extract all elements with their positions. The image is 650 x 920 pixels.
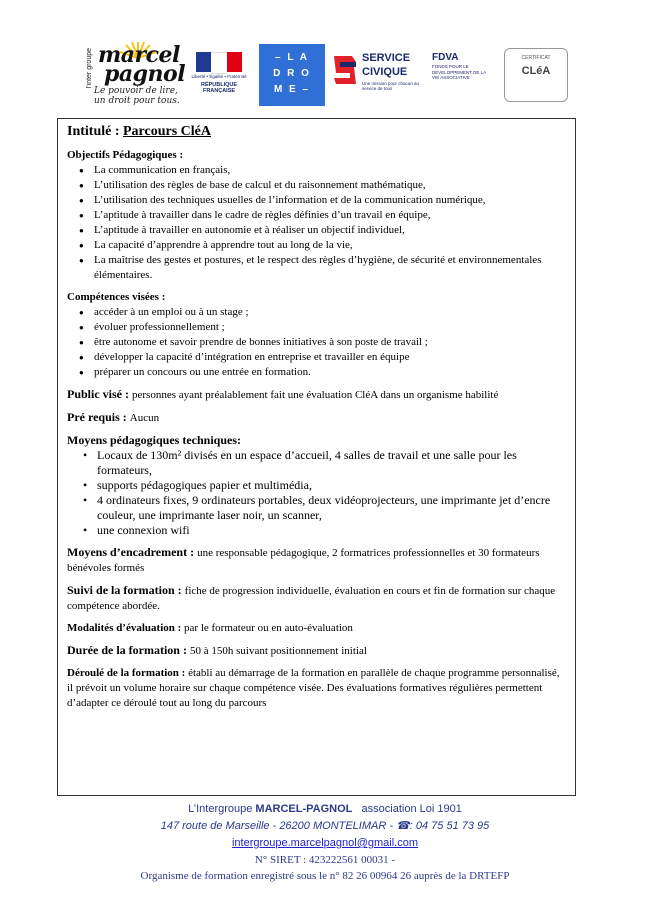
footer-org-name: MARCEL-PAGNOL	[255, 803, 353, 815]
suivi-value: fiche de progression individuelle, évaluation en cours et fin de formation sur chaque compétence abordée.	[67, 585, 556, 612]
list-item: ● L’aptitude à travailler en autonomie et à réaliser un objectif individuel,	[67, 223, 567, 238]
prerequis-section	[67, 410, 567, 426]
logo-tagline-line2: un droit pour tous.	[94, 96, 180, 106]
service-civique-tagline: Une mission pour chacun au service de tous	[362, 81, 420, 91]
public-vise-section	[67, 387, 567, 403]
marianne-flag-icon	[196, 52, 242, 72]
list-item: ● L’aptitude à travailler dans le cadre de règles définies d’un travail en équipe,	[67, 208, 567, 223]
marcel-pagnol-logo	[84, 38, 186, 110]
footer-registration: Organisme de formation enregistré sous le n° 82 26 00964 26 auprès de la DRTEFP	[140, 870, 510, 882]
footer-address: 147 route de Marseille - 26200 MONTELIMAR - ☎: 04 75 51 73 95	[160, 820, 490, 832]
list-item: ● développer la capacité d’intégration en entreprise et travailler en équipe	[67, 350, 567, 365]
prerequis-label: Pré requis :	[67, 410, 130, 424]
duree-label: Durée de la formation :	[67, 643, 190, 657]
encadrement-label: Moyens d’encadrement :	[67, 545, 198, 559]
page-footer	[0, 801, 650, 884]
encadrement-section	[67, 545, 567, 576]
public-vise-label: Public visé :	[67, 387, 132, 401]
republique-name: RÉPUBLIQUE FRANÇAISE	[200, 82, 238, 94]
title-value: Parcours CléA	[123, 124, 211, 139]
service-civique-s-icon	[332, 52, 358, 88]
fdva-logo	[432, 52, 494, 96]
list-item: • Locaux de 130m² divisés en un espace d’accueil, 4 salles de travail et une salle pour les formateurs,	[67, 448, 567, 478]
moyens-techniques-list	[67, 448, 567, 538]
deroule-value: établi au démarrage de la formation en parallèle de chaque programme personnalisé, il prévoit un volume horaire sur chaque compétence visée. Des évaluations formatives régulières permettent d’adapter ce déroulé tout au long du parcours	[67, 667, 560, 709]
partner-logos	[84, 38, 572, 110]
modalites-section	[67, 621, 567, 636]
clea-certificat-logo	[504, 48, 568, 102]
fdva-subtitle: FONDS POUR LE DÉVELOPPEMENT DE LA VIE ASSOCIATIVE	[432, 64, 486, 80]
duree-value: 50 à 150h suivant positionnement initial	[189, 645, 367, 657]
duree-section	[67, 643, 567, 659]
list-item: ● L’utilisation des règles de base de calcul et du raisonnement mathématique,	[67, 178, 567, 193]
footer-org-suffix: association Loi 1901	[352, 803, 462, 815]
competences-section	[67, 290, 567, 380]
la-drome-logo	[259, 44, 325, 106]
objectifs-heading: Objectifs Pédagogiques :	[67, 149, 184, 161]
list-item: ● L’utilisation des techniques usuelles de l’information et de la communication numérique,	[67, 193, 567, 208]
suivi-section	[67, 583, 567, 614]
footer-org-line	[0, 801, 650, 818]
encadrement-value: une responsable pédagogique, 2 formatrices professionnelles et 30 formateurs bénévoles formés	[67, 547, 540, 574]
logo-tagline	[94, 86, 180, 106]
list-item: ● être autonome et savoir prendre de bonnes initiatives à son poste de travail ;	[67, 335, 567, 350]
prerequis-value: Aucun	[129, 412, 160, 424]
list-item: • 4 ordinateurs fixes, 9 ordinateurs portables, deux vidéoprojecteurs, une imprimante jet d’encre couleur, une imprimante laser noir, un scanner,	[67, 493, 567, 523]
drome-line3: M E –	[273, 84, 311, 95]
list-item: ● La capacité d’apprendre à apprendre tout au long de la vie,	[67, 238, 567, 253]
suivi-label: Suivi de la formation :	[67, 583, 185, 597]
logo-tagline-line1: Le pouvoir de lire,	[94, 86, 178, 96]
moyens-techniques-heading: Moyens pédagogiques techniques:	[67, 433, 242, 447]
logo-word-marcel: marcel	[98, 42, 180, 68]
clea-name: CLéA	[521, 65, 551, 77]
objectifs-list	[67, 163, 567, 283]
competences-heading: Compétences visées :	[67, 291, 166, 303]
logo-word-pagnol: pagnol	[104, 61, 186, 87]
objectifs-section	[67, 148, 567, 283]
list-item: ● évoluer professionnellement ;	[67, 320, 567, 335]
deroule-section	[67, 666, 567, 711]
competences-list	[67, 305, 567, 380]
republique-francaise-logo	[188, 52, 250, 98]
list-item: ● La maîtrise des gestes et postures, et le respect des règles d’hygiène, de sécurité et environnementales élémentaires.	[67, 253, 567, 283]
program-sheet-frame	[57, 118, 576, 796]
footer-siret: N° SIRET : 423222561 00031 -	[254, 854, 396, 866]
drome-line1: – L A	[275, 52, 309, 63]
footer-org-prefix: L’Intergroupe	[188, 803, 256, 815]
moyens-techniques-section	[67, 433, 567, 538]
clea-top-text: CERTIFICAT	[521, 55, 551, 61]
service-civique-line1: SERVICE	[362, 52, 411, 64]
program-sheet-content	[67, 123, 567, 718]
republique-motto: Liberté • Égalité • Fraternité	[191, 74, 247, 79]
service-civique-line2: CIVIQUE	[362, 66, 408, 78]
list-item: ● La communication en français,	[67, 163, 567, 178]
logo-side-text: l'inter groupe	[86, 48, 93, 89]
service-civique-logo	[332, 50, 422, 106]
drome-line2: D R O	[273, 68, 311, 79]
list-item: ● accéder à un emploi ou à un stage ;	[67, 305, 567, 320]
modalites-value: par le formateur ou en auto-évaluation	[184, 622, 353, 634]
title-label: Intitulé :	[67, 124, 123, 139]
deroule-label: Déroulé de la formation :	[67, 667, 189, 679]
public-vise-value: personnes ayant préalablement fait une évaluation CléA dans un organisme habilité	[132, 389, 499, 401]
page-title	[67, 123, 567, 141]
modalites-label: Modalités d’évaluation :	[67, 622, 185, 634]
list-item: • supports pédagogiques papier et multimédia,	[67, 478, 567, 493]
list-item: ● préparer un concours ou une entrée en formation.	[67, 365, 567, 380]
list-item: • une connexion wifi	[67, 523, 567, 538]
footer-email-link[interactable]: intergroupe.marcelpagnol@gmail.com	[231, 837, 419, 849]
fdva-name: FDVA	[432, 52, 459, 63]
